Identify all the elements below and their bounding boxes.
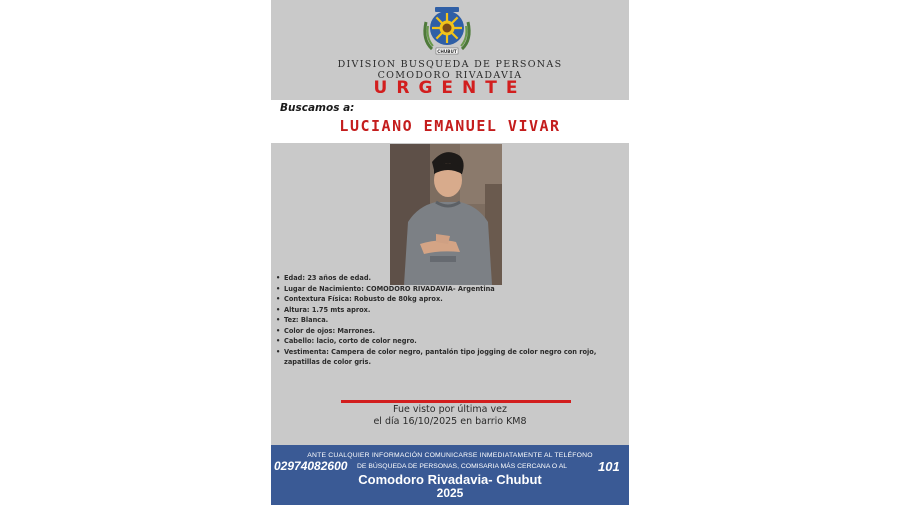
detail-birthplace: • Lugar de Nacimiento: COMODORO RIVADAVIA- Argentina <box>275 284 625 295</box>
detail-age: • Edad: 23 años de edad. <box>275 273 625 284</box>
seal-label: CHUBUT <box>437 49 457 54</box>
contact-footer <box>271 445 629 505</box>
urgent-heading: URGENTE <box>373 78 527 98</box>
last-seen-text: Fue visto por última vez <box>393 404 507 415</box>
contact-instruction: ANTE CUALQUIER INFORMACIÓN COMUNICARSE INMEDIATAMENTE AL TELÉFONO <box>307 452 593 459</box>
divider-line <box>341 400 571 403</box>
footer-city: Comodoro Rivadavia- Chubut <box>358 472 542 487</box>
detail-height: • Altura: 1.75 mts aprox. <box>275 305 625 316</box>
division-city: COMODORO RIVADAVIA <box>377 70 523 81</box>
contact-options: DE BÚSQUEDA DE PERSONAS, COMISARIA MÁS CERCANA O AL <box>357 463 568 470</box>
detail-clothing: • Vestimenta: Campera de color negro, pantalón tipo jogging de color negro con rojo, zapatillas de color gris. <box>275 347 625 368</box>
detail-build: • Contextura Física: Robusto de 80kg aprox. <box>275 294 625 305</box>
contact-phone: 02974082600 <box>274 459 348 473</box>
missing-person-name: LUCIANO EMANUEL VIVAR <box>339 117 561 135</box>
detail-eye-color: • Color de ojos: Marrones. <box>275 326 625 337</box>
details-list <box>275 273 625 368</box>
detail-hair: • Cabello: lacio, corto de color negro. <box>275 336 625 347</box>
buscamos-label: Buscamos a: <box>280 102 355 114</box>
name-band <box>271 100 629 143</box>
division-title: DIVISION BUSQUEDA DE PERSONAS <box>337 59 563 70</box>
footer-year: 2025 <box>436 486 464 500</box>
last-seen-date: el día 16/10/2025 en barrio KM8 <box>373 416 527 427</box>
person-photo-icon <box>390 144 502 285</box>
missing-person-poster <box>271 0 629 505</box>
detail-complexion: • Tez: Blanca. <box>275 315 625 326</box>
emergency-number: 101 <box>598 459 620 474</box>
police-seal-icon <box>418 2 476 58</box>
missing-person-photo <box>390 144 502 285</box>
